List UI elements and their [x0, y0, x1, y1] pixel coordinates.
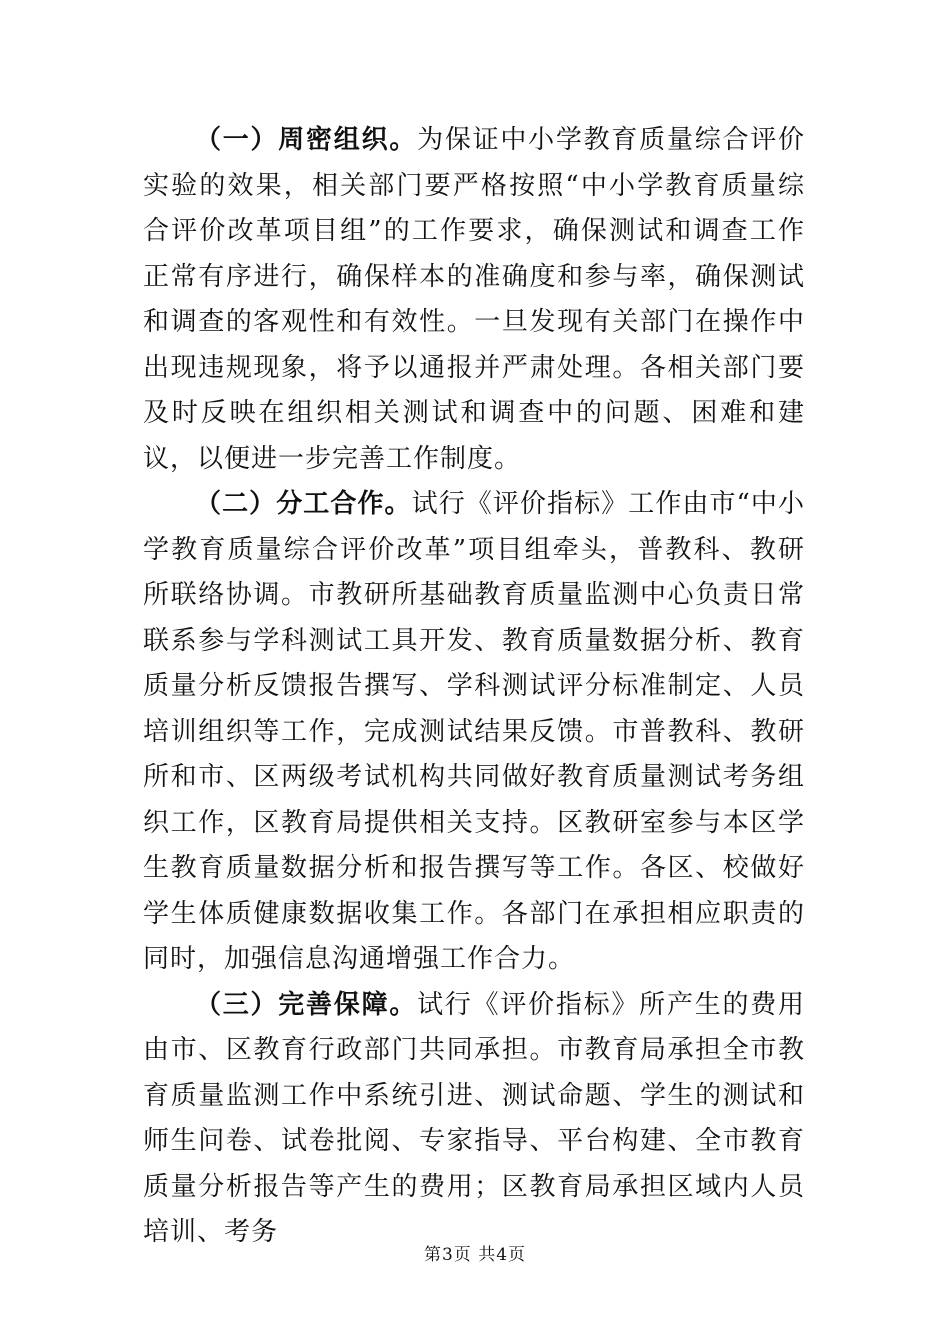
paragraph-guarantee — [143, 983, 805, 1256]
paragraph-text: 为保证中小学教育质量综合评价实验的效果，相关部门要严格按照“中小学教育质量综合评价改革项目组”的工作要求，确保测试和调查工作正常有序进行，确保样本的准确度和参与率，确保测试和调查的客观性和有效性。一旦发现有关部门在操作中出现违规现象，将予以通报并严肃处理。各相关部门要及时反映在组织相关测试和调查中的问题、困难和建议，以便进一步完善工作制度。 — [143, 125, 805, 474]
paragraph-heading: （三）完善保障。 — [195, 989, 418, 1020]
paragraph-cooperation — [143, 482, 805, 983]
paragraph-organization — [143, 118, 805, 482]
document-body — [143, 118, 805, 1256]
paragraph-heading: （二）分工合作。 — [195, 489, 412, 519]
page-footer: 第3页 共4页 — [423, 1245, 527, 1265]
paragraph-text: 试行《评价指标》所产生的费用由市、区教育行政部门共同承担。市教育局承担全市教育质量监测工作中系统引进、测试命题、学生的测试和师生问卷、试卷批阅、专家指导、平台构建、全市教育质量分析报告等产生的费用；区教育局承担区域内人员培训、考务 — [143, 989, 805, 1247]
paragraph-text: 试行《评价指标》工作由市“中小学教育质量综合评价改革”项目组牵头，普教科、教研所联络协调。市教研所基础教育质量监测中心负责日常联系参与学科测试工具开发、教育质量数据分析、教育质量分析反馈报告撰写、学科测试评分标准制定、人员培训组织等工作，完成测试结果反馈。市普教科、教研所和市、区两级考试机构共同做好教育质量测试考务组织工作，区教育局提供相关支持。区教研室参与本区学生教育质量数据分析和报告撰写等工作。各区、校做好学生体质健康数据收集工作。各部门在承担相应职责的同时，加强信息沟通增强工作合力。 — [143, 489, 805, 974]
paragraph-heading: （一）周密组织。 — [195, 125, 418, 155]
